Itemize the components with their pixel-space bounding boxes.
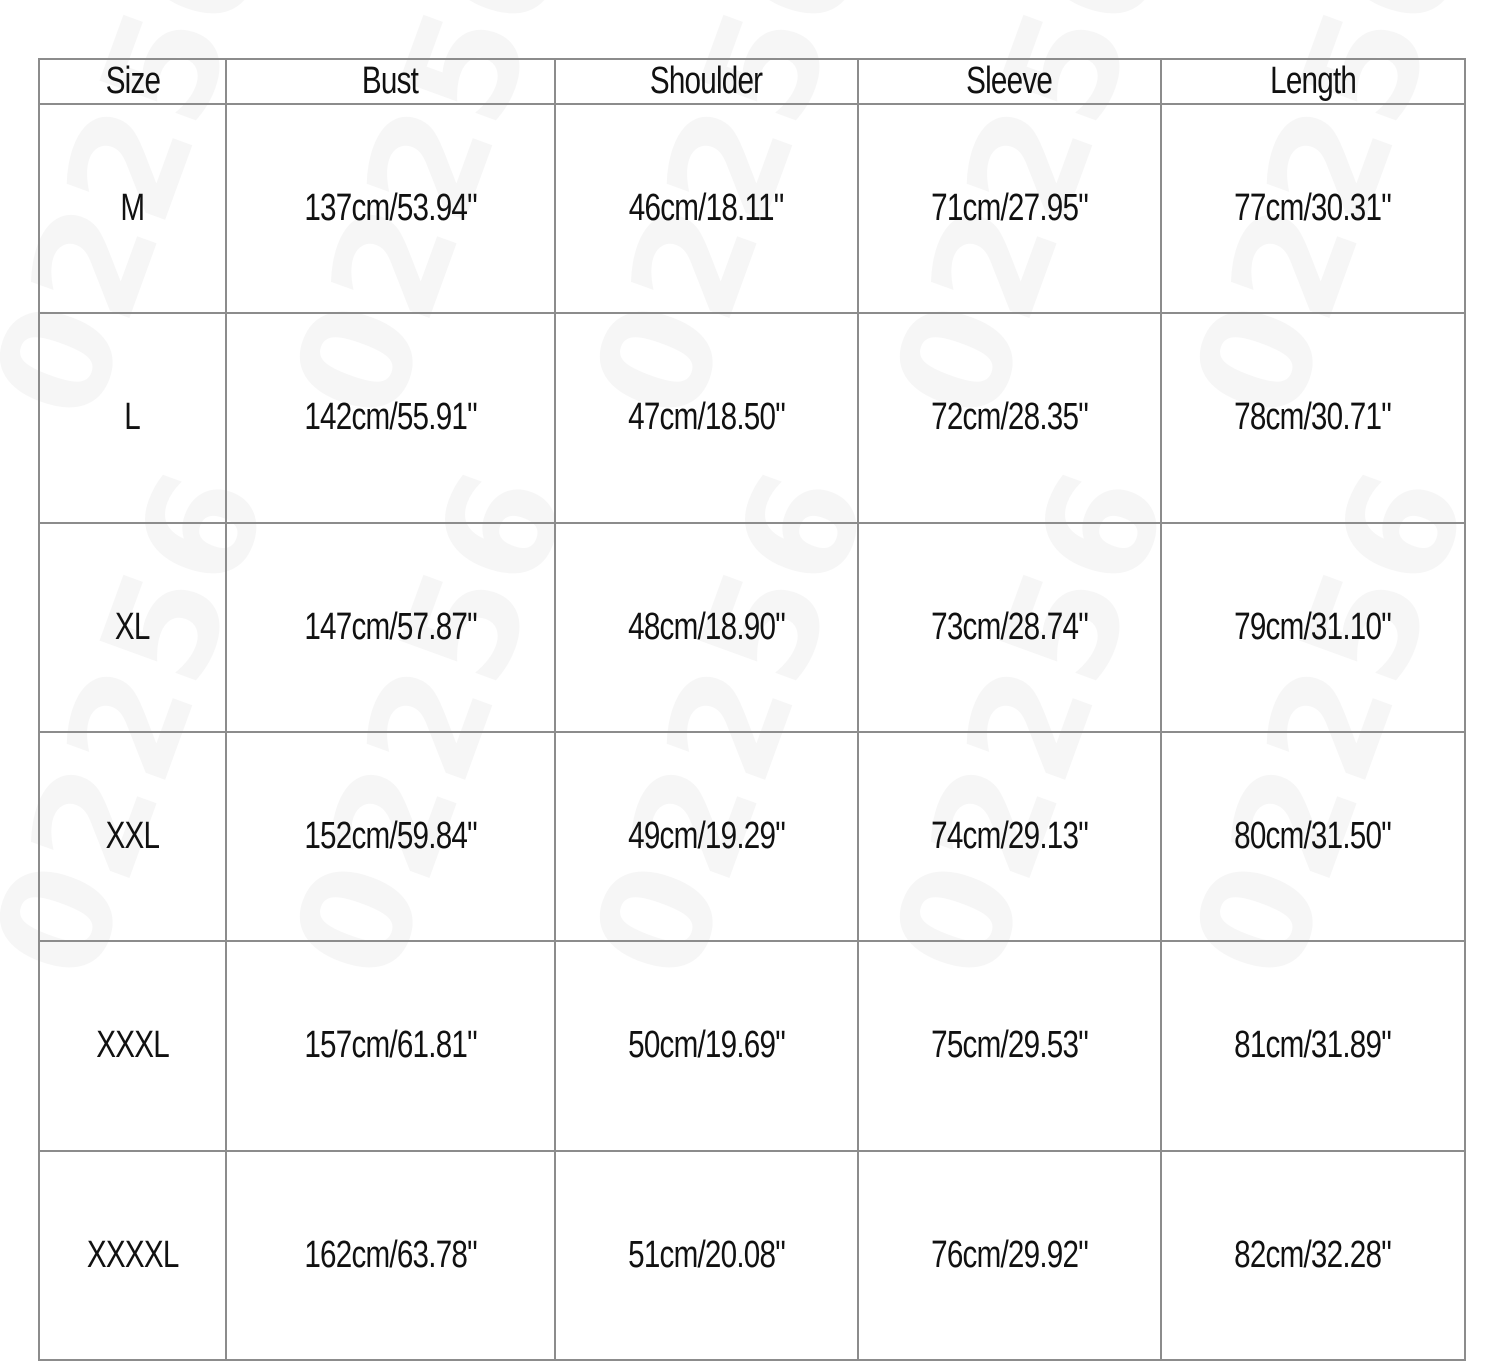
cell-size: L [39, 313, 226, 522]
cell-shoulder: 49cm/19.29" [555, 732, 858, 941]
table-row [39, 1151, 1465, 1360]
cell-shoulder: 51cm/20.08" [555, 1151, 858, 1360]
cell-size: XXXL [39, 941, 226, 1150]
cell-bust: 137cm/53.94" [226, 104, 555, 313]
cell-length: 78cm/30.71" [1161, 313, 1465, 522]
cell-length: 80cm/31.50" [1161, 732, 1465, 941]
cell-size: XL [39, 523, 226, 732]
cell-sleeve: 75cm/29.53" [858, 941, 1161, 1150]
cell-sleeve: 72cm/28.35" [858, 313, 1161, 522]
cell-sleeve: 76cm/29.92" [858, 1151, 1161, 1360]
column-header-length: Length [1161, 59, 1465, 104]
table-row [39, 523, 1465, 732]
cell-sleeve: 74cm/29.13" [858, 732, 1161, 941]
cell-shoulder: 50cm/19.69" [555, 941, 858, 1150]
table-row [39, 732, 1465, 941]
column-header-bust: Bust [226, 59, 555, 104]
cell-bust: 162cm/63.78" [226, 1151, 555, 1360]
cell-bust: 152cm/59.84" [226, 732, 555, 941]
cell-bust: 157cm/61.81" [226, 941, 555, 1150]
cell-size: XXL [39, 732, 226, 941]
cell-size: M [39, 104, 226, 313]
cell-length: 82cm/32.28" [1161, 1151, 1465, 1360]
cell-shoulder: 47cm/18.50" [555, 313, 858, 522]
column-header-size: Size [39, 59, 226, 104]
cell-shoulder: 46cm/18.11" [555, 104, 858, 313]
cell-length: 79cm/31.10" [1161, 523, 1465, 732]
cell-sleeve: 73cm/28.74" [858, 523, 1161, 732]
table-row [39, 941, 1465, 1150]
cell-sleeve: 71cm/27.95" [858, 104, 1161, 313]
cell-size: XXXXL [39, 1151, 226, 1360]
size-chart-table [38, 58, 1466, 1361]
cell-shoulder: 48cm/18.90" [555, 523, 858, 732]
table-row [39, 313, 1465, 522]
cell-bust: 147cm/57.87" [226, 523, 555, 732]
cell-bust: 142cm/55.91" [226, 313, 555, 522]
cell-length: 77cm/30.31" [1161, 104, 1465, 313]
table-header-row [39, 59, 1465, 104]
cell-length: 81cm/31.89" [1161, 941, 1465, 1150]
column-header-sleeve: Sleeve [858, 59, 1161, 104]
table-row [39, 104, 1465, 313]
column-header-shoulder: Shoulder [555, 59, 858, 104]
